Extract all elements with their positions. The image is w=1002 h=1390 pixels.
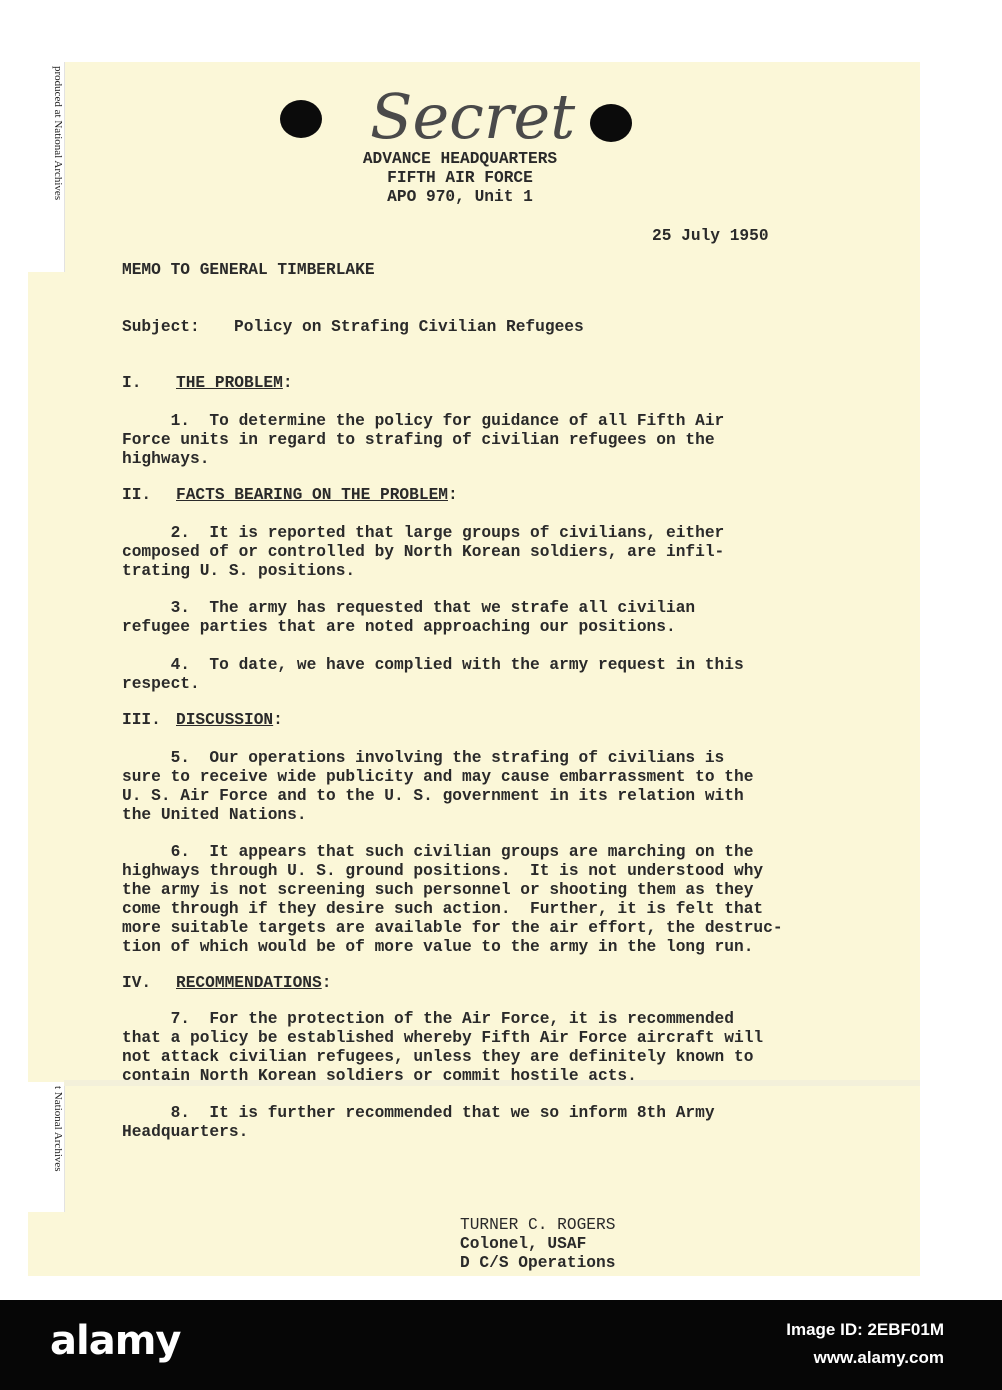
section-1-heading [176,374,293,393]
section-2-numeral: II. [122,486,152,504]
paragraph-5-line-1: 5. Our operations involving the strafing of civilians is [122,749,725,767]
watermark-footer [0,1300,1002,1390]
section-2-colon: : [448,486,458,504]
paragraph-1-line-1: 1. To determine the policy for guidance of all Fifth Air [122,412,725,430]
section-4-colon: : [321,974,332,992]
paragraph-8-line-2: Headquarters. [122,1123,249,1141]
secret-handwriting-drawing [360,60,590,160]
section-1-colon: : [282,374,293,392]
alamy-url: www.alamy.com [813,1348,944,1367]
section-1-numeral: I. [122,374,142,392]
paragraph-5-line-2: sure to receive wide publicity and may cause embarrassment to the [122,768,754,786]
header-line-1: ADVANCE HEADQUARTERS [362,150,558,168]
section-3-colon: : [273,711,283,729]
paragraph-7-line-2: that a policy be established whereby Fifth Air Force aircraft will [122,1029,764,1047]
subject-label: Subject: [122,318,200,336]
memo-recipient: MEMO TO GENERAL TIMBERLAKE [122,261,375,279]
archive-stamp-top-text: produced at National Archives [52,66,64,201]
alamy-logo: alamy [50,1318,181,1364]
paragraph-6-line-3: the army is not screening such personnel or shooting them as they [122,881,754,899]
secret-handwriting-glyphs: Secret [370,80,576,153]
section-3-heading [176,711,283,730]
paragraph-6-line-1: 6. It appears that such civilian groups are marching on the [122,843,754,861]
secret-signature [360,60,590,160]
paragraph-5-line-3: U. S. Air Force and to the U. S. government in its relation with [122,787,744,805]
paragraph-6-line-5: more suitable targets are available for the air effort, the destruc- [122,919,783,937]
section-4-numeral: IV. [122,974,152,992]
subject-text: Policy on Strafing Civilian Refugees [234,318,584,336]
paragraph-2-line-1: 2. It is reported that large groups of civilians, either [122,524,725,542]
section-3-title: DISCUSSION [176,711,274,729]
paragraph-2-line-3: trating U. S. positions. [122,562,356,580]
paragraph-1-line-3: highways. [122,450,210,468]
paragraph-4-line-2: respect. [122,675,200,693]
paragraph-7-line-1: 7. For the protection of the Air Force, it is recommended [122,1010,734,1028]
paragraph-4-line-1: 4. To date, we have complied with the army request in this [122,656,744,674]
signature-name: TURNER C. ROGERS [460,1216,616,1234]
punch-hole-right [590,104,632,142]
paragraph-8-line-1: 8. It is further recommended that we so inform 8th Army [122,1104,715,1122]
paragraph-6-line-4: come through if they desire such action. Further, it is felt that [122,900,764,918]
paragraph-5-line-4: the United Nations. [122,806,307,824]
section-1-title: THE PROBLEM [176,374,283,392]
header-line-2: FIFTH AIR FORCE [387,169,533,187]
paragraph-6-line-6: tion of which would be of more value to the army in the long run. [122,938,754,956]
archive-stamp-bottom-text: t National Archives [52,1086,64,1172]
section-2-title: FACTS BEARING ON THE PROBLEM [176,486,448,504]
signature-rank: Colonel, USAF [460,1235,587,1253]
paragraph-7-line-3: not attack civilian refugees, unless they are definitely known to [122,1048,754,1066]
paragraph-1-line-2: Force units in regard to strafing of civilian refugees on the [122,431,715,449]
section-3-numeral: III. [122,711,161,729]
signature-title: D C/S Operations [460,1254,616,1272]
header-line-3: APO 970, Unit 1 [387,188,533,206]
section-4-heading [176,974,331,993]
paragraph-7-line-4: contain North Korean soldiers or commit hostile acts. [122,1067,637,1085]
paragraph-6-line-2: highways through U. S. ground positions. It is not understood why [122,862,764,880]
section-2-heading [176,486,458,505]
paragraph-3-line-2: refugee parties that are noted approaching our positions. [122,618,676,636]
archive-stamp-bottom [28,1082,65,1212]
punch-hole-left [280,100,322,138]
archive-stamp-top [28,62,65,272]
section-4-title: RECOMMENDATIONS [176,974,322,992]
paragraph-3-line-1: 3. The army has requested that we strafe all civilian [122,599,696,617]
paragraph-2-line-2: composed of or controlled by North Korean soldiers, are infil- [122,543,725,561]
memo-date: 25 July 1950 [652,227,769,245]
image-id-label: Image ID: 2EBF01M [786,1320,944,1339]
